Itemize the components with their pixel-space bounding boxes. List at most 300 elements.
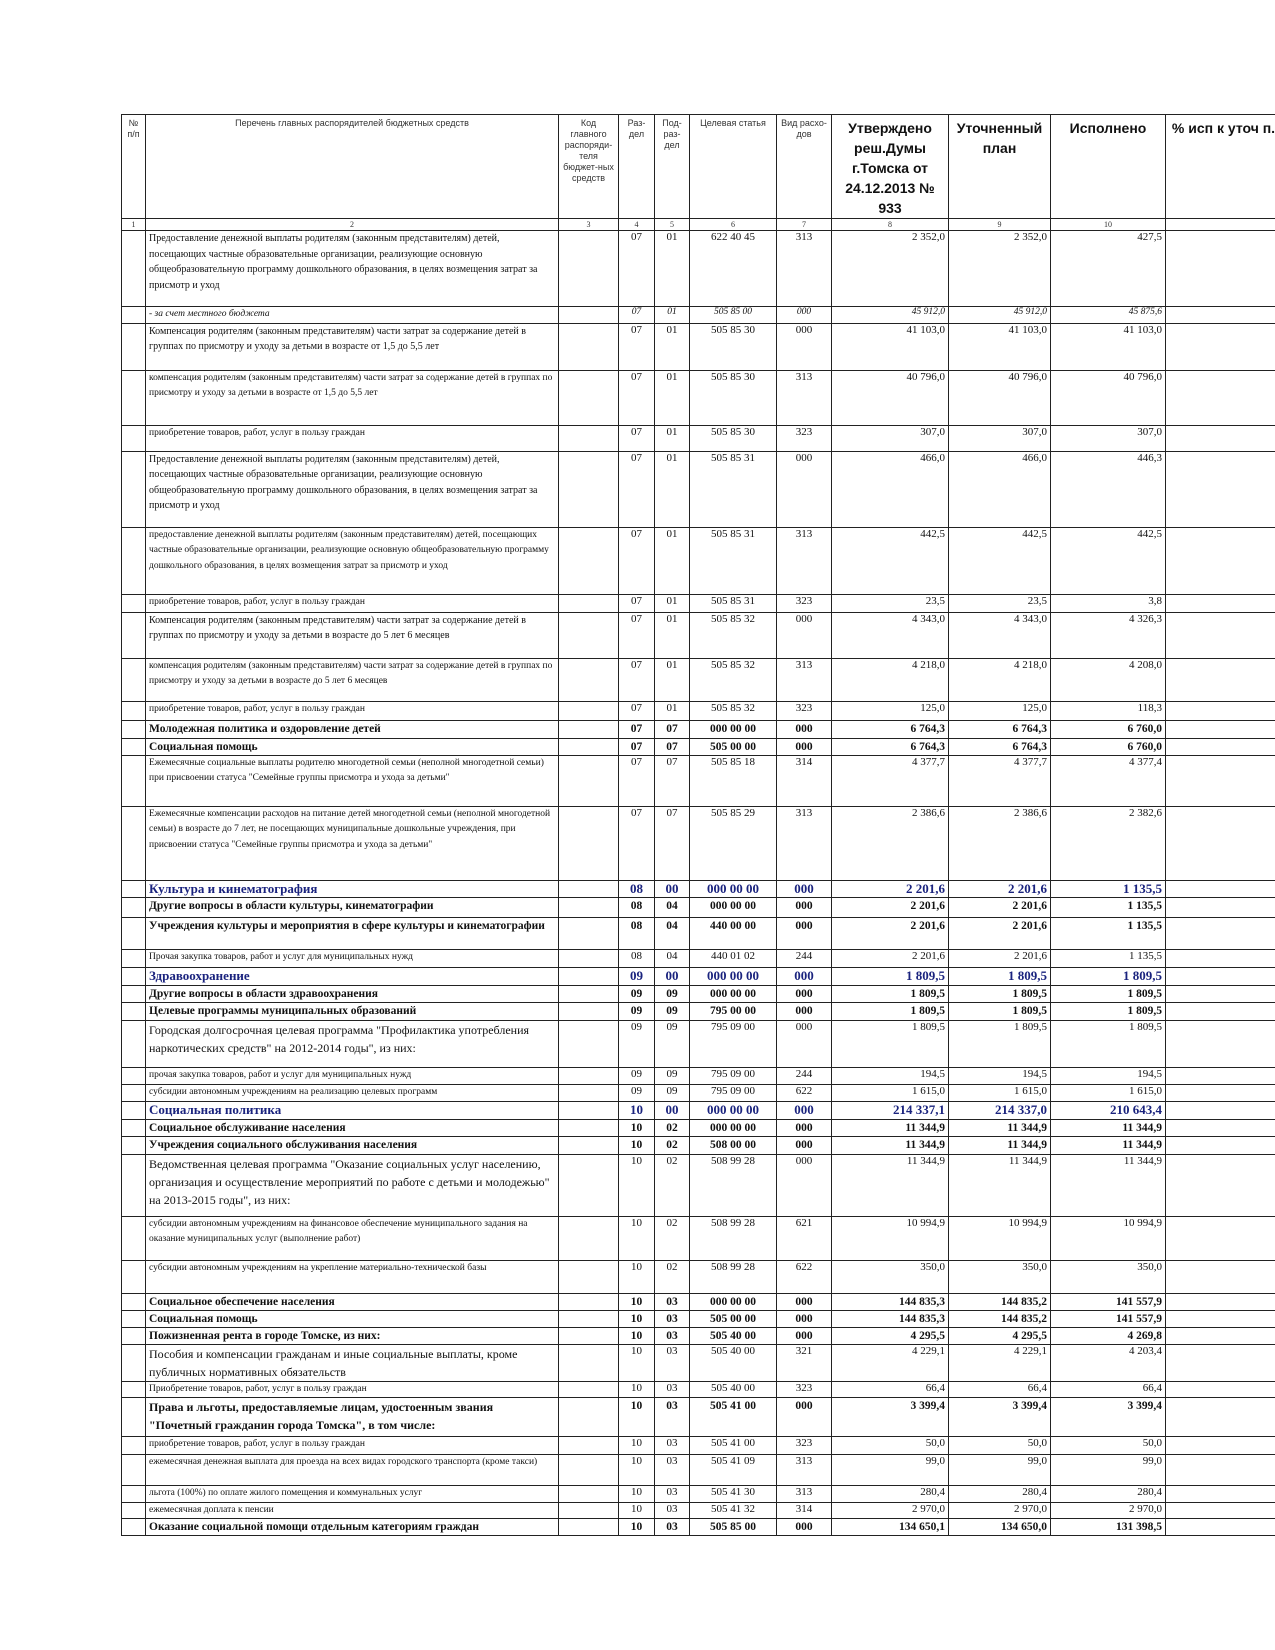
row-approved: 2 201,6 [832,897,949,917]
row-target-article: 795 09 00 [690,1020,777,1067]
row-distributor-code [559,1260,619,1293]
row-revised-plan: 45 912,0 [949,307,1051,324]
row-subsection: 07 [655,720,690,738]
table-row [122,1136,1275,1154]
row-section: 07 [619,527,655,594]
table-row [122,1327,1275,1344]
row-section: 09 [619,1020,655,1067]
row-subsection: 01 [655,701,690,720]
row-revised-plan: 1 809,5 [949,967,1051,985]
row-name: приобретение товаров, работ, услуг в пользу граждан [146,1437,559,1455]
row-distributor-code [559,1398,619,1437]
table-row [122,1437,1275,1455]
row-number-cell [122,323,146,370]
table-row [122,917,1275,949]
row-revised-plan: 6 764,3 [949,738,1051,755]
row-distributor-code [559,527,619,594]
row-distributor-code [559,701,619,720]
row-number-cell [122,1119,146,1136]
row-expense-type: 000 [777,1101,832,1119]
row-section: 10 [619,1216,655,1260]
row-target-article: 505 41 30 [690,1486,777,1503]
row-name: льгота (100%) по оплате жилого помещения и коммунальных услуг [146,1486,559,1503]
row-expense-type: 313 [777,527,832,594]
row-name: - за счет местного бюджета [146,307,559,324]
row-approved: 144 835,3 [832,1310,949,1327]
row-executed: 446,3 [1051,451,1166,527]
row-revised-plan: 4 229,1 [949,1344,1051,1381]
row-target-article: 508 99 28 [690,1154,777,1216]
row-expense-type: 323 [777,1437,832,1455]
row-subsection: 03 [655,1437,690,1455]
row-approved: 11 344,9 [832,1154,949,1216]
row-name: субсидии автономным учреждениям на финансовое обеспечение муниципального задания на оказание муниципальных услуг (выполнение работ) [146,1216,559,1260]
row-expense-type: 000 [777,738,832,755]
row-expense-type: 000 [777,985,832,1002]
row-name: прочая закупка товаров, работ и услуг для муниципальных нужд [146,1067,559,1084]
row-revised-plan: 125,0 [949,701,1051,720]
row-name: Городская долгосрочная целевая программа "Профилактика употребления наркотических средств" на 2012-2014 годы", из них: [146,1020,559,1067]
row-name: Другие вопросы в области культуры, кинематографии [146,897,559,917]
row-number-cell [122,425,146,451]
row-revised-plan: 1 809,5 [949,1020,1051,1067]
row-name: субсидии автономным учреждениям на реализацию целевых программ [146,1084,559,1101]
table-row [122,985,1275,1002]
row-revised-plan: 144 835,2 [949,1310,1051,1327]
row-target-article: 508 99 28 [690,1216,777,1260]
row-target-article: 508 99 28 [690,1260,777,1293]
row-distributor-code [559,307,619,324]
row-approved: 66,4 [832,1381,949,1398]
table-row [122,370,1275,425]
row-distributor-code [559,1310,619,1327]
row-name: Пособия и компенсации гражданам и иные социальные выплаты, кроме публичных нормативных обязательств [146,1344,559,1381]
row-approved: 144 835,3 [832,1293,949,1310]
row-percent [1166,612,1275,658]
row-subsection: 02 [655,1260,690,1293]
row-distributor-code [559,1084,619,1101]
table-row [122,1101,1275,1119]
row-approved: 23,5 [832,594,949,612]
row-executed: 350,0 [1051,1260,1166,1293]
row-target-article: 795 09 00 [690,1084,777,1101]
row-name: приобретение товаров, работ, услуг в пользу граждан [146,425,559,451]
table-row [122,527,1275,594]
row-section: 07 [619,701,655,720]
row-distributor-code [559,1437,619,1455]
table-row [122,720,1275,738]
row-approved: 4 295,5 [832,1327,949,1344]
row-executed: 3 399,4 [1051,1398,1166,1437]
row-number-cell [122,1502,146,1519]
table-row [122,594,1275,612]
row-revised-plan: 307,0 [949,425,1051,451]
row-revised-plan: 2 201,6 [949,880,1051,897]
row-approved: 1 615,0 [832,1084,949,1101]
row-percent [1166,738,1275,755]
row-section: 07 [619,658,655,701]
row-approved: 214 337,1 [832,1101,949,1119]
row-target-article: 440 00 00 [690,917,777,949]
row-number-cell [122,897,146,917]
row-percent [1166,1020,1275,1067]
row-number-cell [122,612,146,658]
row-target-article: 505 40 00 [690,1327,777,1344]
row-revised-plan: 2 970,0 [949,1502,1051,1519]
row-approved: 194,5 [832,1067,949,1084]
row-executed: 141 557,9 [1051,1293,1166,1310]
row-revised-plan: 2 201,6 [949,897,1051,917]
row-target-article: 440 01 02 [690,949,777,967]
row-subsection: 01 [655,527,690,594]
row-executed: 2 970,0 [1051,1502,1166,1519]
row-target-article: 000 00 00 [690,1101,777,1119]
row-number-cell [122,1216,146,1260]
budget-report-page [121,114,1275,1536]
row-percent [1166,1310,1275,1327]
row-target-article: 000 00 00 [690,897,777,917]
row-name: Права и льготы, предоставляемые лицам, удостоенным звания "Почетный гражданин города Томска", в том числе: [146,1398,559,1437]
row-target-article: 000 00 00 [690,880,777,897]
row-revised-plan: 4 343,0 [949,612,1051,658]
row-name: приобретение товаров, работ, услуг в пользу граждан [146,701,559,720]
row-executed: 3,8 [1051,594,1166,612]
row-expense-type: 000 [777,1119,832,1136]
row-percent [1166,806,1275,880]
row-target-article: 000 00 00 [690,1119,777,1136]
row-subsection: 09 [655,1067,690,1084]
row-subsection: 00 [655,1101,690,1119]
row-subsection: 01 [655,231,690,307]
row-section: 10 [619,1502,655,1519]
row-approved: 50,0 [832,1437,949,1455]
row-number-cell [122,967,146,985]
row-number-cell [122,738,146,755]
row-revised-plan: 11 344,9 [949,1154,1051,1216]
row-name: Приобретение товаров, работ, услуг в пользу граждан [146,1381,559,1398]
row-percent [1166,658,1275,701]
row-name: Пожизненная рента в городе Томске, из них: [146,1327,559,1344]
row-percent [1166,1486,1275,1503]
row-approved: 350,0 [832,1260,949,1293]
row-target-article: 505 85 29 [690,806,777,880]
row-executed: 99,0 [1051,1455,1166,1486]
row-executed: 4 377,4 [1051,755,1166,806]
row-percent [1166,985,1275,1002]
row-section: 07 [619,451,655,527]
row-revised-plan: 4 377,7 [949,755,1051,806]
row-approved: 10 994,9 [832,1216,949,1260]
row-number-cell [122,1310,146,1327]
row-distributor-code [559,323,619,370]
row-distributor-code [559,720,619,738]
row-subsection: 04 [655,949,690,967]
row-executed: 194,5 [1051,1067,1166,1084]
row-executed: 1 809,5 [1051,967,1166,985]
row-percent [1166,1067,1275,1084]
row-name: Ведомственная целевая программа "Оказание социальных услуг населению, организация и осуществление мероприятий по работе с детьми и молодежью" на 2013-2015 годы", из них: [146,1154,559,1216]
row-number-cell [122,720,146,738]
colnum-6: 6 [690,219,777,231]
row-subsection: 03 [655,1344,690,1381]
row-executed: 4 203,4 [1051,1344,1166,1381]
row-expense-type: 000 [777,1327,832,1344]
row-subsection: 00 [655,967,690,985]
row-number-cell [122,1381,146,1398]
row-target-article: 505 40 00 [690,1381,777,1398]
row-approved: 442,5 [832,527,949,594]
row-distributor-code [559,1486,619,1503]
row-revised-plan: 2 352,0 [949,231,1051,307]
row-distributor-code [559,1327,619,1344]
row-distributor-code [559,1101,619,1119]
row-number-cell [122,658,146,701]
row-target-article: 000 00 00 [690,967,777,985]
row-section: 10 [619,1293,655,1310]
row-subsection: 07 [655,806,690,880]
table-row [122,1502,1275,1519]
colnum-8: 8 [832,219,949,231]
row-approved: 2 201,6 [832,949,949,967]
row-approved: 2 386,6 [832,806,949,880]
row-number-cell [122,985,146,1002]
row-expense-type: 000 [777,880,832,897]
row-distributor-code [559,1381,619,1398]
row-target-article: 505 85 32 [690,658,777,701]
row-number-cell [122,1084,146,1101]
row-subsection: 03 [655,1381,690,1398]
row-target-article: 505 85 31 [690,451,777,527]
row-name: Предоставление денежной выплаты родителям (законным представителям) детей, посещающих частные образовательные организации, реализующие основную общеобразовательную программу дошкольного образования, в целях возмещения затрат за присмотр и уход [146,451,559,527]
header-expense-type: Вид расхо-дов [777,115,832,219]
row-executed: 307,0 [1051,425,1166,451]
row-distributor-code [559,370,619,425]
row-approved: 45 912,0 [832,307,949,324]
row-executed: 210 643,4 [1051,1101,1166,1119]
row-section: 07 [619,720,655,738]
row-percent [1166,594,1275,612]
row-distributor-code [559,1119,619,1136]
row-expense-type: 314 [777,755,832,806]
row-revised-plan: 1 615,0 [949,1084,1051,1101]
row-approved: 4 377,7 [832,755,949,806]
row-section: 10 [619,1381,655,1398]
table-row [122,451,1275,527]
row-distributor-code [559,1519,619,1536]
row-section: 07 [619,231,655,307]
row-percent [1166,1437,1275,1455]
row-percent [1166,917,1275,949]
row-number-cell [122,307,146,324]
row-expense-type: 000 [777,1136,832,1154]
row-target-article: 505 85 00 [690,1519,777,1536]
row-section: 08 [619,917,655,949]
row-subsection: 03 [655,1455,690,1486]
row-name: компенсация родителям (законным представителям) части затрат за содержание детей в группах по присмотру и уходу за детьми в возрасте от 1,5 до 5,5 лет [146,370,559,425]
header-distributor-list: Перечень главных распорядителей бюджетных средств [146,115,559,219]
row-target-article: 505 41 09 [690,1455,777,1486]
row-subsection: 04 [655,897,690,917]
row-percent [1166,949,1275,967]
row-number-cell [122,1486,146,1503]
row-section: 10 [619,1486,655,1503]
row-section: 07 [619,307,655,324]
row-expense-type: 314 [777,1502,832,1519]
row-number-cell [122,701,146,720]
colnum-2: 2 [146,219,559,231]
table-row [122,1381,1275,1398]
row-subsection: 03 [655,1293,690,1310]
table-row [122,1398,1275,1437]
row-distributor-code [559,949,619,967]
row-target-article: 505 85 30 [690,370,777,425]
row-distributor-code [559,985,619,1002]
table-row [122,967,1275,985]
row-revised-plan: 2 386,6 [949,806,1051,880]
colnum-1: 1 [122,219,146,231]
row-section: 07 [619,323,655,370]
row-target-article: 505 85 30 [690,425,777,451]
table-row [122,1293,1275,1310]
row-target-article: 505 41 32 [690,1502,777,1519]
row-expense-type: 000 [777,451,832,527]
row-subsection: 02 [655,1154,690,1216]
row-subsection: 09 [655,1084,690,1101]
table-row [122,612,1275,658]
row-subsection: 07 [655,755,690,806]
row-revised-plan: 442,5 [949,527,1051,594]
table-row [122,880,1275,897]
row-revised-plan: 134 650,0 [949,1519,1051,1536]
row-expense-type: 000 [777,612,832,658]
row-name: Оказание социальной помощи отдельным категориям граждан [146,1519,559,1536]
row-section: 10 [619,1136,655,1154]
row-expense-type: 000 [777,967,832,985]
row-subsection: 01 [655,370,690,425]
row-number-cell [122,451,146,527]
row-distributor-code [559,917,619,949]
row-approved: 280,4 [832,1486,949,1503]
row-approved: 1 809,5 [832,1002,949,1020]
row-percent [1166,1381,1275,1398]
row-number-cell [122,917,146,949]
row-number-cell [122,1437,146,1455]
row-percent [1166,1455,1275,1486]
row-name: Другие вопросы в области здравоохранения [146,985,559,1002]
row-section: 09 [619,985,655,1002]
row-subsection: 03 [655,1486,690,1503]
row-number-cell [122,370,146,425]
row-expense-type: 000 [777,1154,832,1216]
colnum-9: 9 [949,219,1051,231]
row-expense-type: 323 [777,701,832,720]
row-percent [1166,527,1275,594]
row-number-cell [122,1519,146,1536]
row-expense-type: 313 [777,1486,832,1503]
row-number-cell [122,806,146,880]
row-section: 09 [619,1002,655,1020]
row-percent [1166,967,1275,985]
row-percent [1166,1002,1275,1020]
row-expense-type: 622 [777,1260,832,1293]
row-approved: 2 352,0 [832,231,949,307]
row-percent [1166,720,1275,738]
row-expense-type: 313 [777,806,832,880]
row-executed: 10 994,9 [1051,1216,1166,1260]
row-number-cell [122,1260,146,1293]
row-executed: 4 269,8 [1051,1327,1166,1344]
row-approved: 99,0 [832,1455,949,1486]
row-subsection: 07 [655,738,690,755]
row-executed: 1 135,5 [1051,917,1166,949]
row-subsection: 03 [655,1398,690,1437]
row-approved: 1 809,5 [832,1020,949,1067]
row-revised-plan: 144 835,2 [949,1293,1051,1310]
row-revised-plan: 23,5 [949,594,1051,612]
row-number-cell [122,1101,146,1119]
row-expense-type: 000 [777,1002,832,1020]
row-distributor-code [559,967,619,985]
row-distributor-code [559,897,619,917]
row-subsection: 01 [655,612,690,658]
row-name: предоставление денежной выплаты родителям (законным представителям) детей, посещающих частные образовательные организации, реализующие основную общеобразовательную программу дошкольного образования, в целях возмещения затрат за присмотр и уход [146,527,559,594]
row-approved: 134 650,1 [832,1519,949,1536]
row-executed: 11 344,9 [1051,1154,1166,1216]
row-section: 07 [619,370,655,425]
row-section: 09 [619,1067,655,1084]
row-executed: 50,0 [1051,1437,1166,1455]
table-row [122,1020,1275,1067]
row-executed: 442,5 [1051,527,1166,594]
colnum-10: 10 [1051,219,1166,231]
row-section: 10 [619,1154,655,1216]
row-approved: 466,0 [832,451,949,527]
row-distributor-code [559,451,619,527]
row-distributor-code [559,1344,619,1381]
row-target-article: 000 00 00 [690,720,777,738]
row-executed: 11 344,9 [1051,1119,1166,1136]
row-section: 10 [619,1260,655,1293]
row-percent [1166,1502,1275,1519]
row-section: 10 [619,1455,655,1486]
row-distributor-code [559,880,619,897]
row-expense-type: 313 [777,1455,832,1486]
header-revised-plan: Уточненный план [949,115,1051,219]
table-row [122,1119,1275,1136]
row-executed: 45 875,6 [1051,307,1166,324]
row-target-article: 000 00 00 [690,985,777,1002]
colnum-3: 3 [559,219,619,231]
table-row [122,1455,1275,1486]
row-target-article: 508 00 00 [690,1136,777,1154]
row-revised-plan: 3 399,4 [949,1398,1051,1437]
row-distributor-code [559,1455,619,1486]
row-section: 07 [619,738,655,755]
row-section: 10 [619,1327,655,1344]
row-revised-plan: 2 201,6 [949,917,1051,949]
row-expense-type: 000 [777,720,832,738]
row-percent [1166,1084,1275,1101]
row-subsection: 02 [655,1136,690,1154]
row-revised-plan: 11 344,9 [949,1136,1051,1154]
row-executed: 2 382,6 [1051,806,1166,880]
row-section: 10 [619,1437,655,1455]
row-revised-plan: 1 809,5 [949,985,1051,1002]
row-number-cell [122,527,146,594]
row-number-cell [122,1020,146,1067]
row-number-cell [122,949,146,967]
row-revised-plan: 11 344,9 [949,1119,1051,1136]
